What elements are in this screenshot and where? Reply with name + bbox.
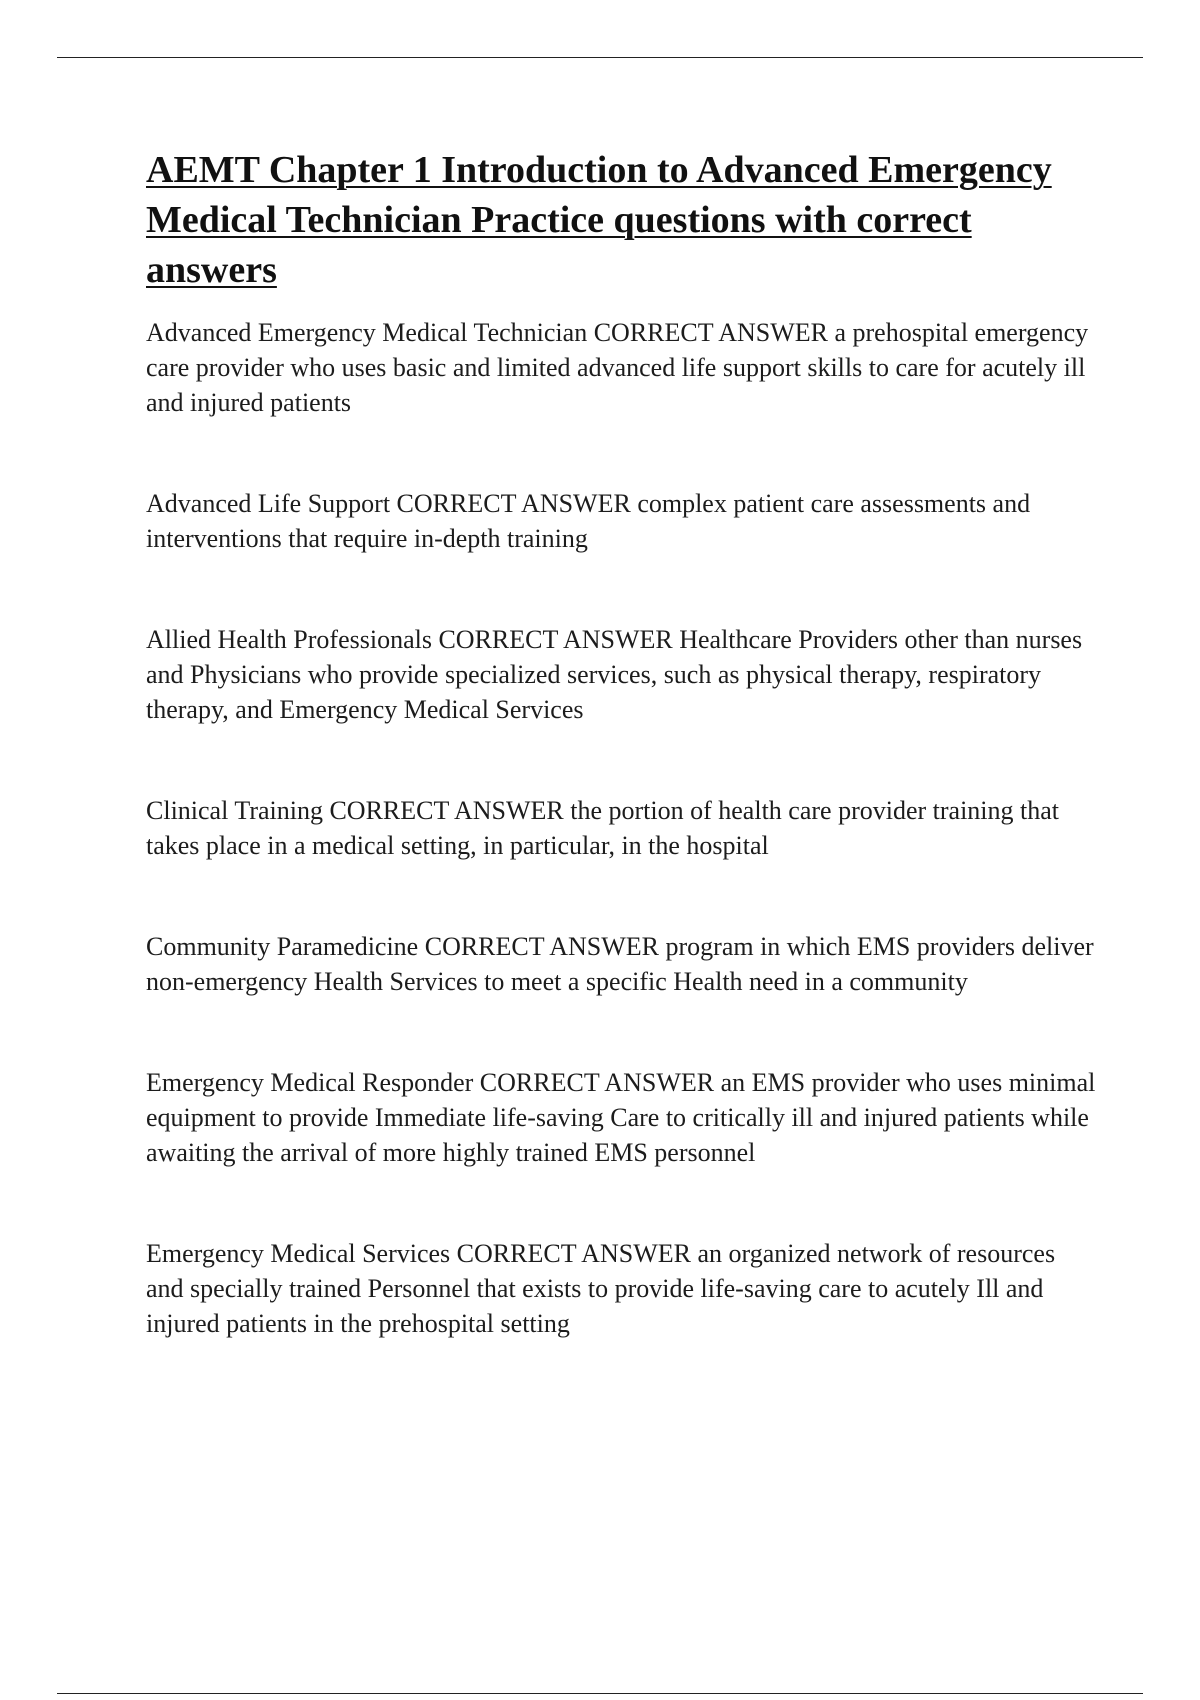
- entries-list: [146, 315, 1096, 1341]
- entry-allied-health-professionals: Allied Health Professionals CORRECT ANSWER Healthcare Providers other than nurses and Physicians who provide specialized services, such as physical therapy, respiratory therapy, and Emergency Medical Services: [146, 625, 1083, 724]
- top-rule: [57, 57, 1143, 58]
- entry-emergency-medical-responder: Emergency Medical Responder CORRECT ANSWER an EMS provider who uses minimal equipment to provide Immediate life-saving Care to critically ill and injured patients while awaiting the arrival of more highly trained EMS personnel: [146, 1068, 1096, 1167]
- entry-clinical-training: Clinical Training CORRECT ANSWER the portion of health care provider training that takes place in a medical setting, in particular, in the hospital: [146, 796, 1060, 860]
- entry-emergency-medical-services: Emergency Medical Services CORRECT ANSWER an organized network of resources and specially trained Personnel that exists to provide life-saving care to acutely Ill and injured patients in the prehospital setting: [146, 1239, 1056, 1338]
- entry-advanced-emt: Advanced Emergency Medical Technician CORRECT ANSWER a prehospital emergency care provider who uses basic and limited advanced life support skills to care for acutely ill and injured patients: [146, 318, 1089, 417]
- document-page: [146, 145, 1096, 1341]
- document-title: AEMT Chapter 1 Introduction to Advanced Emergency Medical Technician Practice questions with correct answers: [146, 149, 1052, 291]
- bottom-rule: [57, 1693, 1143, 1694]
- entry-advanced-life-support: Advanced Life Support CORRECT ANSWER complex patient care assessments and interventions that require in-depth training: [146, 489, 1031, 553]
- entry-community-paramedicine: Community Paramedicine CORRECT ANSWER program in which EMS providers deliver non-emergency Health Services to meet a specific Health need in a community: [146, 932, 1094, 996]
